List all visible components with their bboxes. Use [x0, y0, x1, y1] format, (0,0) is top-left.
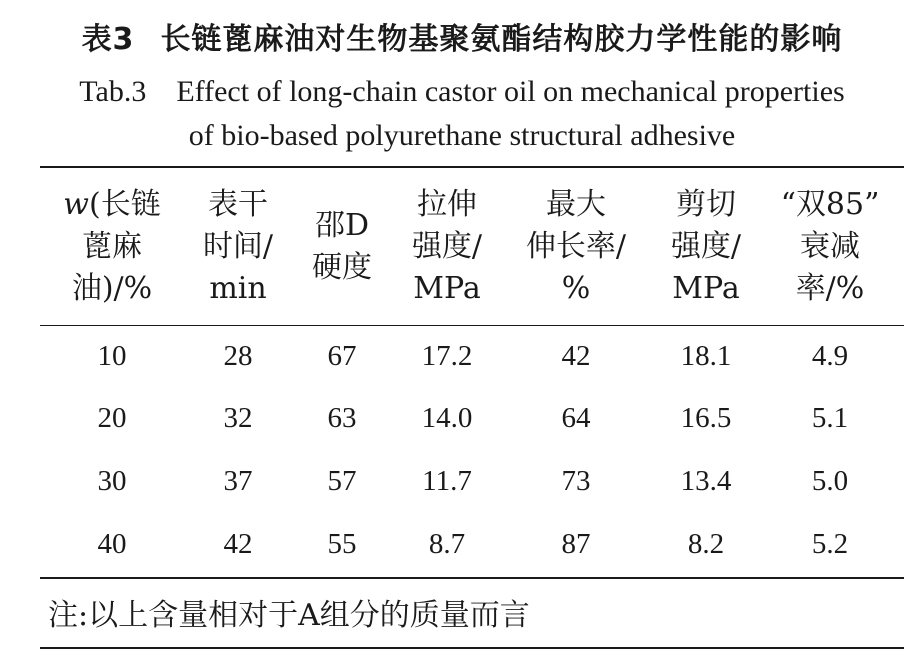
table-cell: 73 — [561, 465, 591, 497]
column-header-4 — [377, 184, 517, 310]
table-cell: 20 — [97, 402, 127, 434]
column-header-line: min — [209, 271, 267, 306]
column-header-line: 时间/ — [202, 229, 274, 264]
table-cell: 5.2 — [811, 528, 849, 560]
table-bottom-rule — [40, 577, 904, 579]
table-cell: 55 — [327, 528, 357, 560]
table-cell: 18.1 — [680, 340, 732, 372]
column-header-line: 强度/ — [670, 229, 742, 264]
column-header-line: 强度/ — [411, 229, 483, 264]
table-note: 注:以上含量相对于A组分的质量而言 — [48, 598, 530, 633]
table-cell: 57 — [327, 465, 357, 497]
table-title-cn — [0, 14, 924, 58]
table-cell: 8.7 — [428, 528, 466, 560]
table-cell: 67 — [327, 340, 357, 372]
table-cell: 42 — [561, 340, 591, 372]
table-cell: 11.7 — [422, 465, 472, 497]
table-header-rule — [40, 325, 904, 326]
column-header-line: 伸长率/ — [525, 229, 627, 264]
column-header-line: 油)/% — [71, 271, 153, 306]
column-header-line: “双85” — [780, 187, 880, 222]
column-header-line: 硬度 — [312, 250, 372, 285]
column-header-7 — [760, 184, 900, 310]
table-cell: 40 — [97, 528, 127, 560]
table-cell: 32 — [223, 402, 253, 434]
column-header-line: 蓖麻 — [82, 229, 142, 264]
column-header-line: MPa — [672, 271, 740, 306]
table-top-rule — [40, 166, 904, 168]
column-header-line: w(长链 — [63, 187, 161, 222]
note-bottom-rule — [40, 647, 904, 649]
column-header-line: 拉伸 — [417, 187, 477, 222]
table-cell: 5.1 — [811, 402, 849, 434]
table-cell: 28 — [223, 340, 253, 372]
table-cell: 37 — [223, 465, 253, 497]
table-cell: 87 — [561, 528, 591, 560]
column-header-6 — [636, 184, 776, 310]
table-cell: 10 — [97, 340, 127, 372]
table-title-en-line1: Effect of long-chain castor oil on mechanical properties — [176, 75, 845, 108]
table-cell: 5.0 — [811, 465, 849, 497]
column-header-line: 剪切 — [676, 187, 736, 222]
table-cell: 17.2 — [421, 340, 473, 372]
table-cell: 42 — [223, 528, 253, 560]
table-title-en — [0, 70, 924, 158]
table-title-cn-text: 长链蓖麻油对生物基聚氨酯结构胶力学性能的影响 — [160, 22, 843, 57]
column-header-line: % — [561, 271, 591, 306]
table-label-cn: 表3 — [81, 22, 135, 57]
table-cell: 4.9 — [811, 340, 849, 372]
table-label-en: Tab.3 — [79, 75, 147, 108]
column-header-1 — [42, 184, 182, 310]
table-cell: 30 — [97, 465, 127, 497]
column-header-line: 衰减 — [800, 229, 860, 264]
table-cell: 63 — [327, 402, 357, 434]
table-cell: 64 — [561, 402, 591, 434]
table-cell: 13.4 — [680, 465, 732, 497]
column-header-line: 最大 — [546, 187, 606, 222]
column-header-line: 表干 — [208, 187, 268, 222]
column-header-line: 率/% — [795, 271, 865, 306]
column-header-line: MPa — [413, 271, 481, 306]
table-title-en-line2: of bio-based polyurethane structural adhesive — [188, 119, 736, 152]
column-header-5 — [506, 184, 646, 310]
table-cell: 14.0 — [421, 402, 473, 434]
column-header-line: 邵D — [314, 208, 370, 243]
table-cell: 16.5 — [680, 402, 732, 434]
table-cell: 8.2 — [687, 528, 725, 560]
